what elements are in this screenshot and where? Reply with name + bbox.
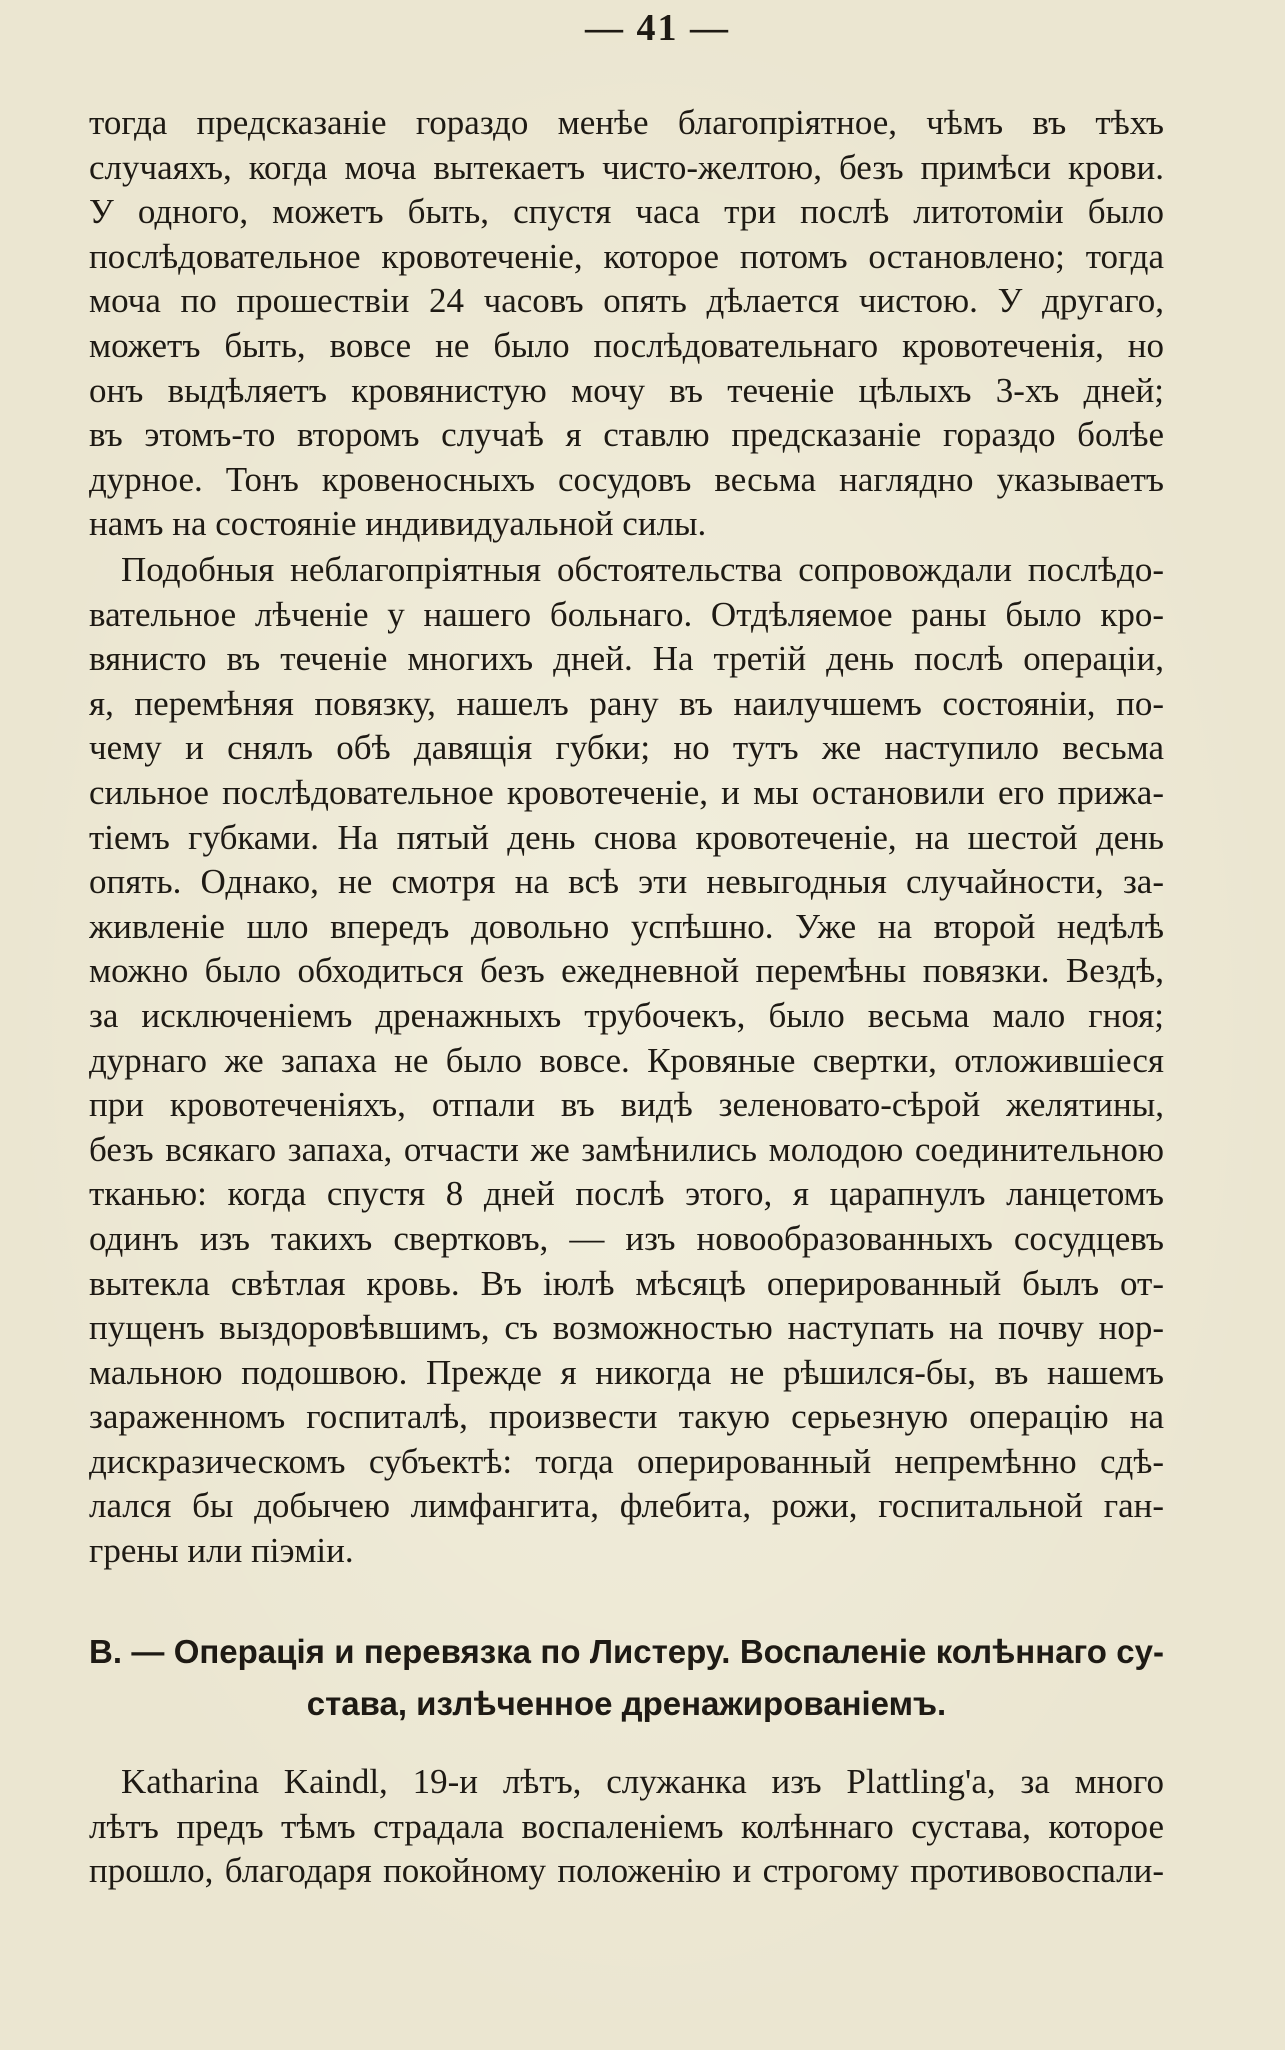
text-line: при кровотеченіяхъ, отпали въ видѣ зеленовато-сѣрой желятины, <box>89 1085 1164 1125</box>
text-line: вательное лѣченіе у нашего больнаго. Отдѣляемое раны было кро- <box>89 594 1164 634</box>
text-line: зараженномъ госпиталѣ, произвести такую серьезную операцію на <box>89 1397 1164 1437</box>
text-line: можетъ быть, вовсе не было послѣдовательнаго кровотеченія, но <box>89 325 1164 365</box>
text-line: лался бы добычею лимфангита, флебита, рожи, госпитальной ган- <box>89 1486 1164 1526</box>
text-line: послѣдовательное кровотеченіе, которое потомъ остановлено; тогда <box>89 236 1164 276</box>
text-line: прошло, благодаря покойному положенію и строгому противовоспали- <box>89 1851 1164 1891</box>
text-line: чему и снялъ обѣ давящія губки; но тутъ же наступило весьма <box>89 728 1164 768</box>
text-line: вянисто въ теченіе многихъ дней. На третій день послѣ операціи, <box>89 639 1164 679</box>
text-line: дискразическомъ субъектѣ: тогда оперированный непремѣнно сдѣ- <box>89 1441 1164 1481</box>
text-line: Подобныя неблагопріятныя обстоятельства сопровождали послѣдо- <box>121 550 1164 589</box>
section-heading <box>89 1626 1164 1730</box>
text-line: тканью: когда спустя 8 дней послѣ этого, я царапнулъ ланцетомъ <box>89 1174 1164 1214</box>
text-line: безъ всякаго запаха, отчасти же замѣнились молодою соединительною <box>89 1129 1164 1169</box>
text-line: грены или піэміи. <box>89 1531 354 1571</box>
text-line: лѣтъ предъ тѣмъ страдала воспаленіемъ колѣннаго сустава, которое <box>89 1806 1164 1846</box>
text-line: намъ на состояніе индивидуальной силы. <box>89 504 707 544</box>
text-line: въ этомъ-то второмъ случаѣ я ставлю предсказаніе гораздо болѣе <box>89 415 1164 455</box>
paragraph <box>89 548 1164 1574</box>
heading-line: става, излѣченное дренажированіемъ. <box>306 1685 947 1722</box>
text-line: сильное послѣдовательное кровотеченіе, и мы остановили его прижа- <box>89 772 1164 812</box>
text-line: живленіе шло впередъ довольно успѣшно. Уже на второй недѣлѣ <box>89 906 1164 946</box>
text-line: случаяхъ, когда моча вытекаетъ чисто-желтою, безъ примѣси крови. <box>89 147 1164 187</box>
paragraph <box>89 1760 1164 1894</box>
text-line: мальною подошвою. Прежде я никогда не рѣшился-бы, въ нашемъ <box>89 1352 1164 1392</box>
text-line: можно было обходиться безъ ежедневной перемѣны повязки. Вездѣ, <box>89 951 1164 991</box>
page-number: — 41 — <box>585 7 730 49</box>
text-line: дурное. Тонъ кровеносныхъ сосудовъ весьма наглядно указываетъ <box>89 459 1164 499</box>
paragraph <box>89 101 1164 547</box>
text-line: пущенъ выздоровѣвшимъ, съ возможностью наступать на почву нор- <box>89 1308 1164 1348</box>
text-line: моча по прошествіи 24 часовъ опять дѣлается чистою. У другаго, <box>89 281 1164 321</box>
text-line: Katharina Kaindl, 19-и лѣтъ, служанка изъ Plattling'a, за много <box>121 1762 1164 1801</box>
text-line: вытекла свѣтлая кровь. Въ іюлѣ мѣсяцѣ оперированный былъ от- <box>89 1263 1164 1303</box>
heading-line: В. — Операція и перевязка по Листеру. Воспаленіе колѣннаго су- <box>89 1633 1164 1670</box>
text-line: дурнаго же запаха не было вовсе. Кровяные свертки, отложившіеся <box>89 1040 1164 1080</box>
text-line: одинъ изъ такихъ свертковъ, — изъ новообразованныхъ сосудцевъ <box>89 1218 1164 1258</box>
text-line: я, перемѣняя повязку, нашелъ рану въ наилучшемъ состояніи, по- <box>89 683 1164 723</box>
text-line: тогда предсказаніе гораздо менѣе благопріятное, чѣмъ въ тѣхъ <box>89 103 1164 142</box>
text-line: опять. Однако, не смотря на всѣ эти невыгодныя случайности, за- <box>89 862 1164 902</box>
text-line: за исключеніемъ дренажныхъ трубочекъ, было весьма мало гноя; <box>89 995 1164 1035</box>
text-line: онъ выдѣляетъ кровянистую мочу въ теченіе цѣлыхъ 3-хъ дней; <box>89 370 1164 410</box>
text-line: У одного, можетъ быть, спустя часа три послѣ литотоміи было <box>89 192 1164 232</box>
text-line: тіемъ губками. На пятый день снова кровотеченіе, на шестой день <box>89 817 1164 857</box>
